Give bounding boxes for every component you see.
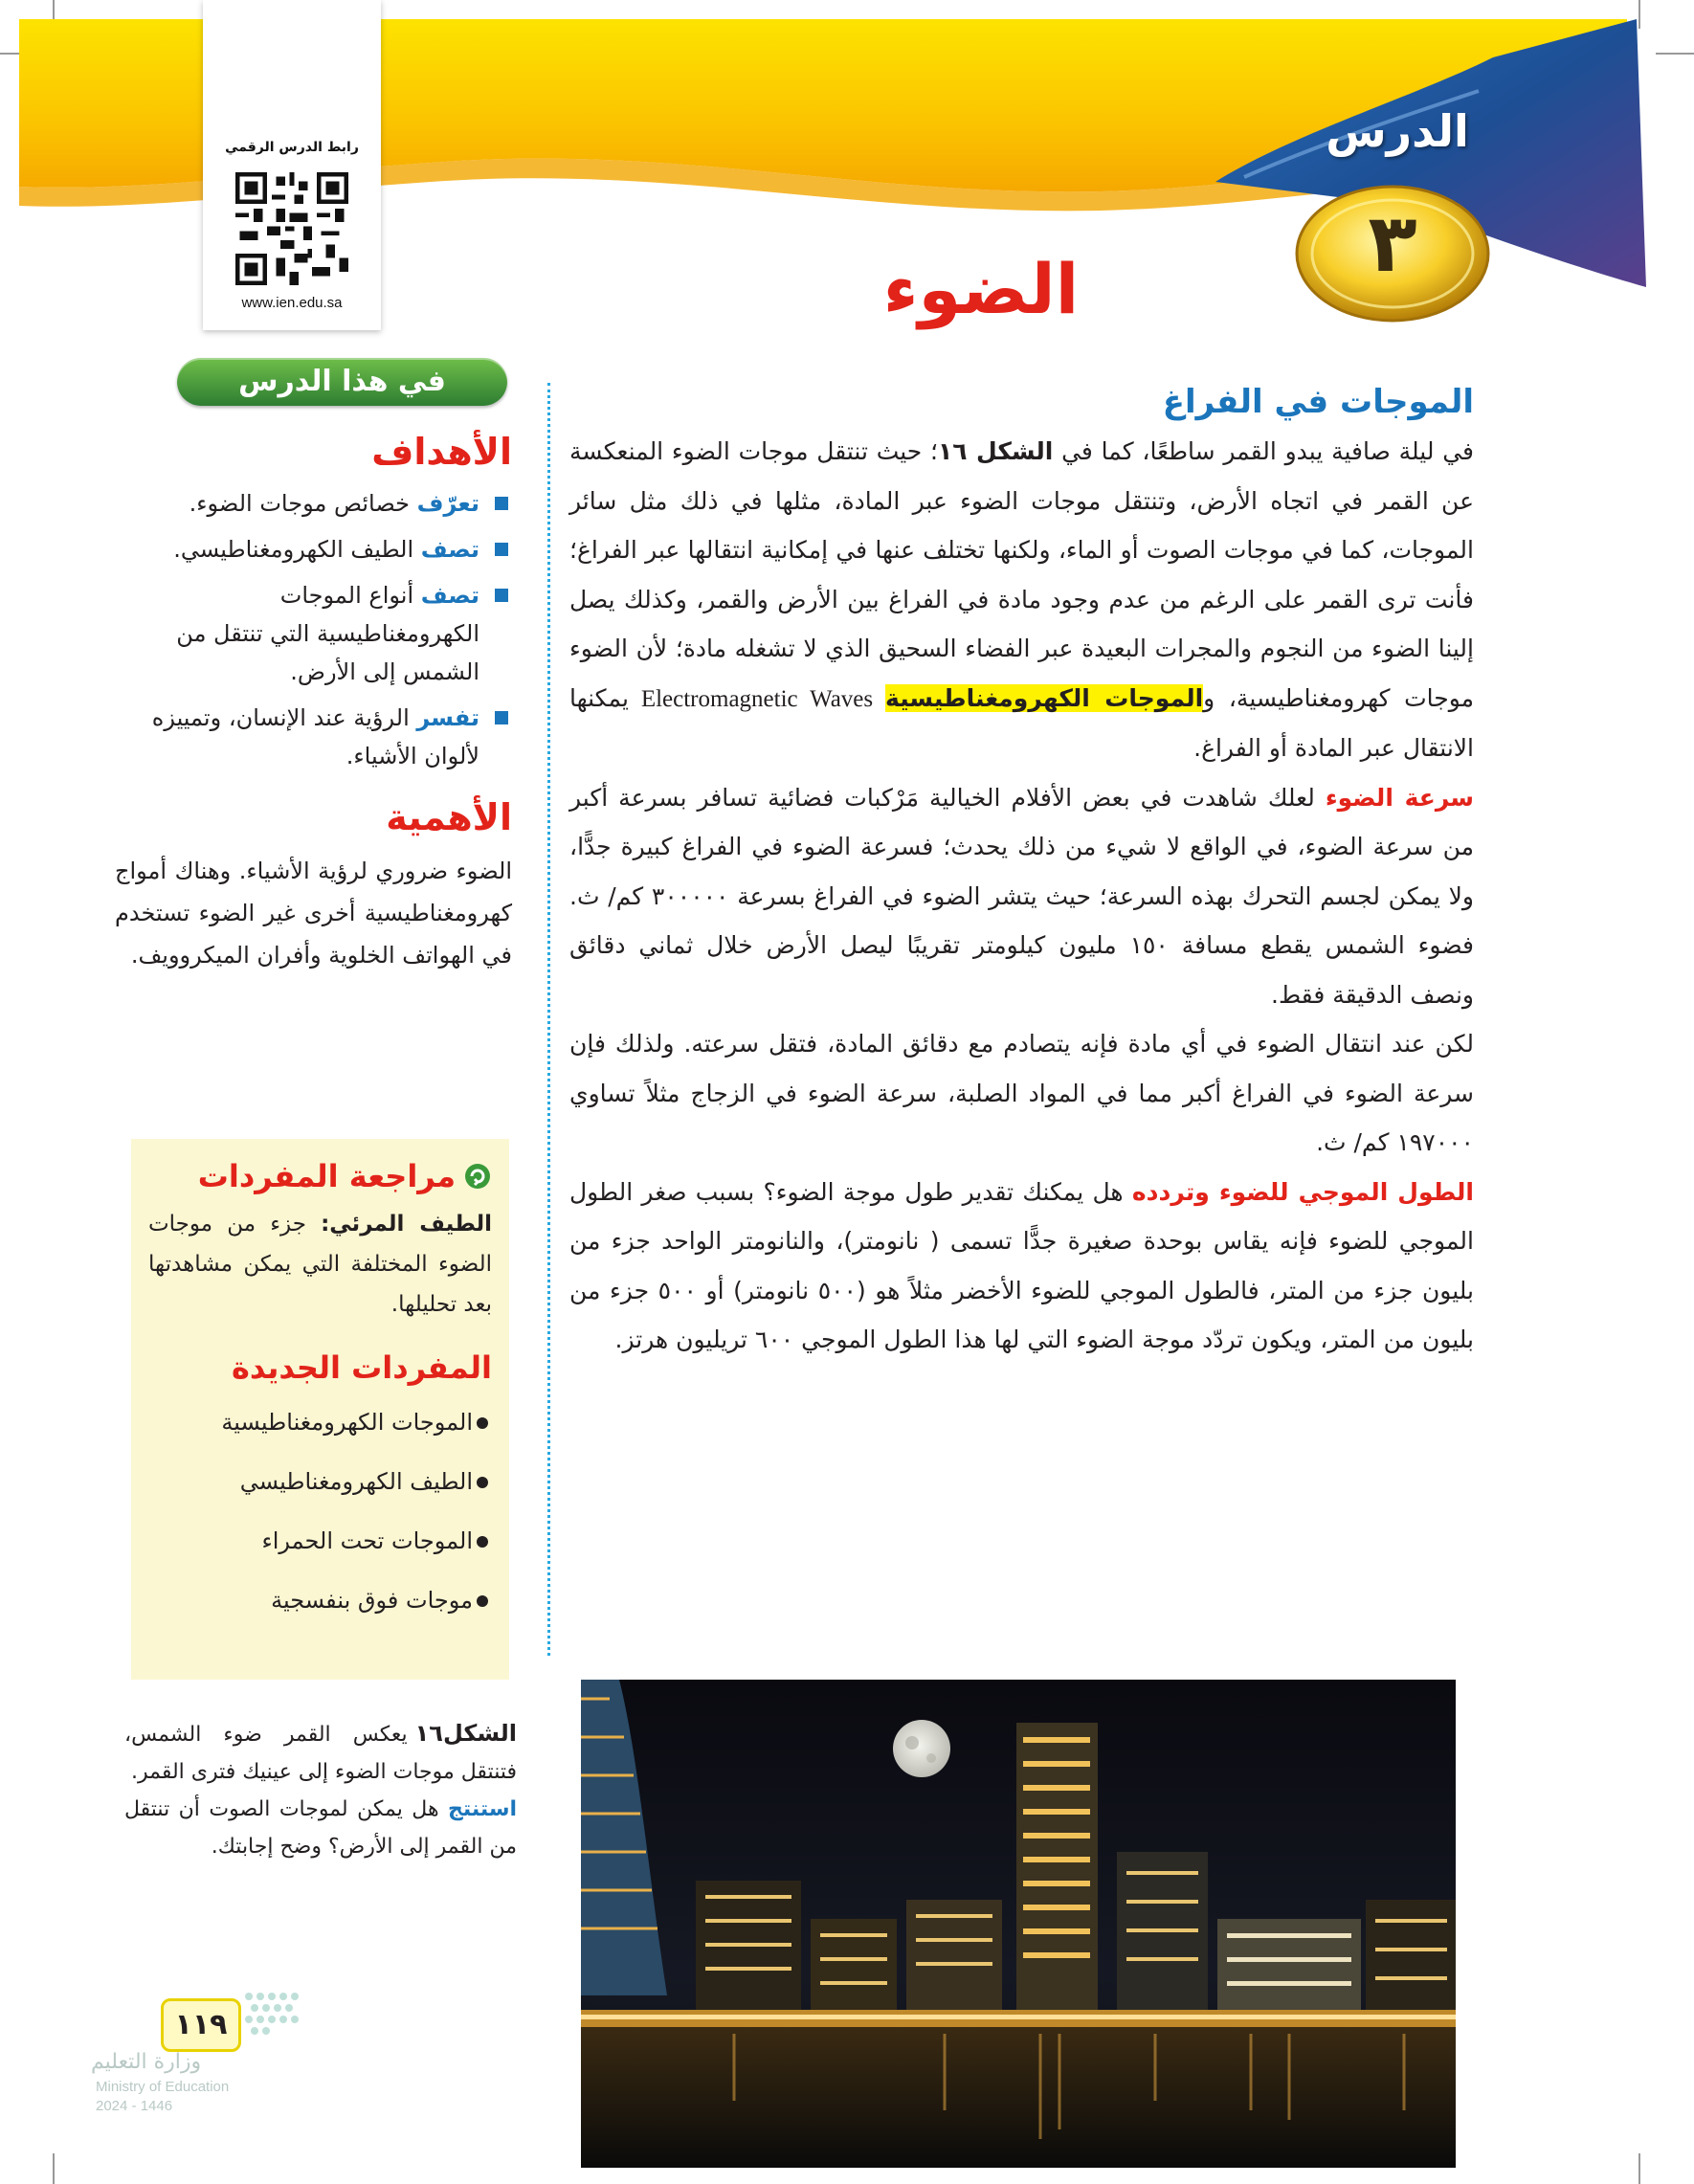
qr-card[interactable] [203, 0, 381, 330]
infer-word: استنتج [448, 1797, 517, 1821]
list-item [148, 1581, 492, 1619]
sidebar [115, 421, 512, 976]
objective-text: أنواع الموجات الكهرومغناطيسية التي تنتقل من الشمس إلى الأرض. [176, 582, 479, 685]
review-heading [148, 1158, 492, 1194]
p1-text-c: يمكنها الانتقال عبر المادة أو الفراغ. [569, 683, 1474, 762]
wavelength-body: هل يمكنك تقدير طول موجة الضوء؟ بسبب صغر الطول الموجي للضوء فإنه يقاس بوحدة صغيرة جدًّا تسمى ( نانومتر)، والنانومتر الواحد جزء من بليون جزء من المتر، فالطول الموجي للضوء الأخضر مثلاً هو (٥٠٠ نانومتر) أو ٥٠٠ جزء من بليون من المتر، ويكون تردّد موجة الضوء التي لها هذا الطول الموجي ٦٠٠ تريليون هرتز. [569, 1177, 1474, 1353]
list-item [115, 484, 512, 523]
page-number: ١١٩ [161, 1998, 241, 2052]
crop-mark [1638, 2153, 1640, 2184]
qr-label: رابط الدرس الرقمي [225, 140, 359, 155]
in-this-lesson-pill: في هذا الدرس [177, 358, 507, 406]
caption-body: يعكس القمر ضوء الشمس، فتنتقل موجات الضوء إلى عينيك فترى القمر. [124, 1723, 517, 1784]
objective-verb: تصف [420, 582, 479, 609]
paragraph-wavelength [569, 1168, 1474, 1365]
list-item [115, 576, 512, 691]
p1-text-a: في ليلة صافية يبدو القمر ساطعًا، كما في [1053, 437, 1475, 465]
bullet-dot-icon [477, 1536, 488, 1548]
list-item [115, 530, 512, 568]
objective-text: الطيف الكهرومغناطيسي. [173, 536, 421, 563]
paragraph-waves [569, 427, 1474, 773]
vocab-term: الموجات الكهرومغناطيسية [221, 1409, 473, 1436]
objectives-list [115, 484, 512, 775]
edition-year: 2024 - 1446 [96, 2098, 173, 2114]
bullet-square-icon [495, 589, 508, 602]
importance-title: الأهمية [386, 796, 512, 838]
column-divider [547, 383, 550, 1656]
bullet-square-icon [495, 711, 508, 724]
vocab-term: موجات فوق بنفسجية [271, 1587, 473, 1614]
list-item [148, 1522, 492, 1560]
p1-text-b: ؛ حيث تنتقل موجات الضوء المنعكسة عن القمر في اتجاه الأرض، وتنتقل موجات الضوء عبر المادة، مثلها في ذلك مثل سائر الموجات، كما في موجات الصوت أو الماء، ولكنها تختلف عنها في إمكانية انتقالها عبر الفراغ؛ فأنت ترى القمر على الرغم من عدم وجود مادة في الفراغ بين الأرض والقمر، وكذلك يصل إلينا الضوء من النجوم والمجرات البعيدة عبر الفضاء السحيق الذي لا تشغله مادة؛ لأن الضوء موجات كهرومغناطيسية، و [569, 437, 1475, 712]
bullet-square-icon [495, 543, 508, 556]
infer-text: هل يمكن لموجات الصوت أن تنتقل من القمر إلى الأرض؟ وضح إجابتك. [124, 1797, 517, 1859]
objective-verb: تعرّف [416, 490, 479, 517]
figure-ref: الشكل ١٦ [937, 437, 1054, 465]
list-item [148, 1462, 492, 1501]
list-item [115, 699, 512, 775]
moon-icon [893, 1720, 950, 1777]
infer-question [124, 1791, 517, 1865]
vocab-term: الطيف الكهرومغناطيسي [239, 1468, 473, 1495]
review-icon [463, 1162, 492, 1191]
review-definition [148, 1204, 492, 1325]
objective-text: خصائص موجات الضوء. [189, 490, 417, 517]
objective-verb: تفسر [416, 704, 479, 731]
figure-caption [124, 1715, 517, 1865]
review-term: الطيف المرئي: [321, 1212, 492, 1237]
figure-label: الشكل١٦ [414, 1720, 517, 1747]
bullet-dot-icon [477, 1417, 488, 1429]
objective-text: الرؤية عند الإنسان، وتمييزه لألوان الأشياء. [151, 704, 479, 769]
wavelength-lead: الطول الموجي للضوء وتردده [1131, 1177, 1474, 1206]
speed-body: لعلك شاهدت في بعض الأفلام الخيالية مَرْكبات فضائية تسافر بسرعة أكبر من سرعة الضوء، في الواقع لا شيء من ذلك يحدث؛ فسرعة الضوء في الفراغ كبيرة جدًّا، ولا يمكن لجسم التحرك بهذه السرعة؛ حيث يتشر الضوء في الفراغ بسرعة ٣٠٠٠٠٠ كم/ ث. فضوء الشمس يقطع مسافة ١٥٠ مليون كيلومتر تقريبًا ليصل الأرض خلال ثماني دقائق ونصف الدقيقة فقط. [569, 783, 1474, 1009]
bullet-dot-icon [477, 1477, 488, 1488]
importance-text: الضوء ضروري لرؤية الأشياء. وهناك أمواج كهرومغناطيسية أخرى غير الضوء تستخدم في الهواتف الخلوية وأفران الميكروويف. [115, 858, 512, 969]
ministry-english: Ministry of Education [96, 2079, 230, 2095]
list-item [148, 1403, 492, 1441]
paragraph-matter: لكن عند انتقال الضوء في أي مادة فإنه يتصادم مع دقائق المادة، فتقل سرعته. ولذلك فإن سرعة الضوء في الفراغ أكبر مما في المواد الصلبة، سرعة الضوء في الزجاج مثلاً تساوي ١٩٧٠٠٠ كم/ ث. [569, 1030, 1474, 1156]
bullet-square-icon [495, 497, 508, 510]
lesson-title: الضوء [882, 249, 1080, 329]
vocab-term: الموجات تحت الحمراء [261, 1527, 473, 1554]
qr-url[interactable]: www.ien.edu.sa [241, 295, 343, 311]
vocabulary-box [131, 1139, 509, 1680]
moon-city-photo [581, 1680, 1456, 2168]
em-waves-english: Electromagnetic Waves [628, 685, 886, 712]
review-title: مراجعة المفردات [197, 1158, 456, 1194]
lesson-number: ٣ [1368, 196, 1417, 290]
review-def: جزء من موجات الضوء المختلفة التي يمكن مشاهدتها بعد تحليلها. [148, 1212, 492, 1317]
objective-verb: تصف [420, 536, 479, 563]
ministry-arabic: وزارة التعليم [91, 2050, 202, 2074]
lesson-label: الدرس [1326, 105, 1469, 157]
bullet-dot-icon [477, 1595, 488, 1607]
new-vocab-list [148, 1403, 492, 1619]
section-title: الموجات في الفراغ [1162, 383, 1474, 421]
em-waves-term: الموجات الكهرومغناطيسية [885, 683, 1204, 712]
new-vocab-title: المفردات الجديدة [232, 1349, 492, 1386]
crop-mark [53, 2153, 55, 2184]
objectives-title: الأهداف [371, 431, 512, 473]
caption-text [124, 1715, 517, 1791]
main-content [569, 383, 1474, 1365]
speed-lead: سرعة الضوء [1325, 783, 1475, 812]
paragraph-speed [569, 773, 1474, 1020]
qr-code-icon[interactable] [235, 172, 348, 285]
